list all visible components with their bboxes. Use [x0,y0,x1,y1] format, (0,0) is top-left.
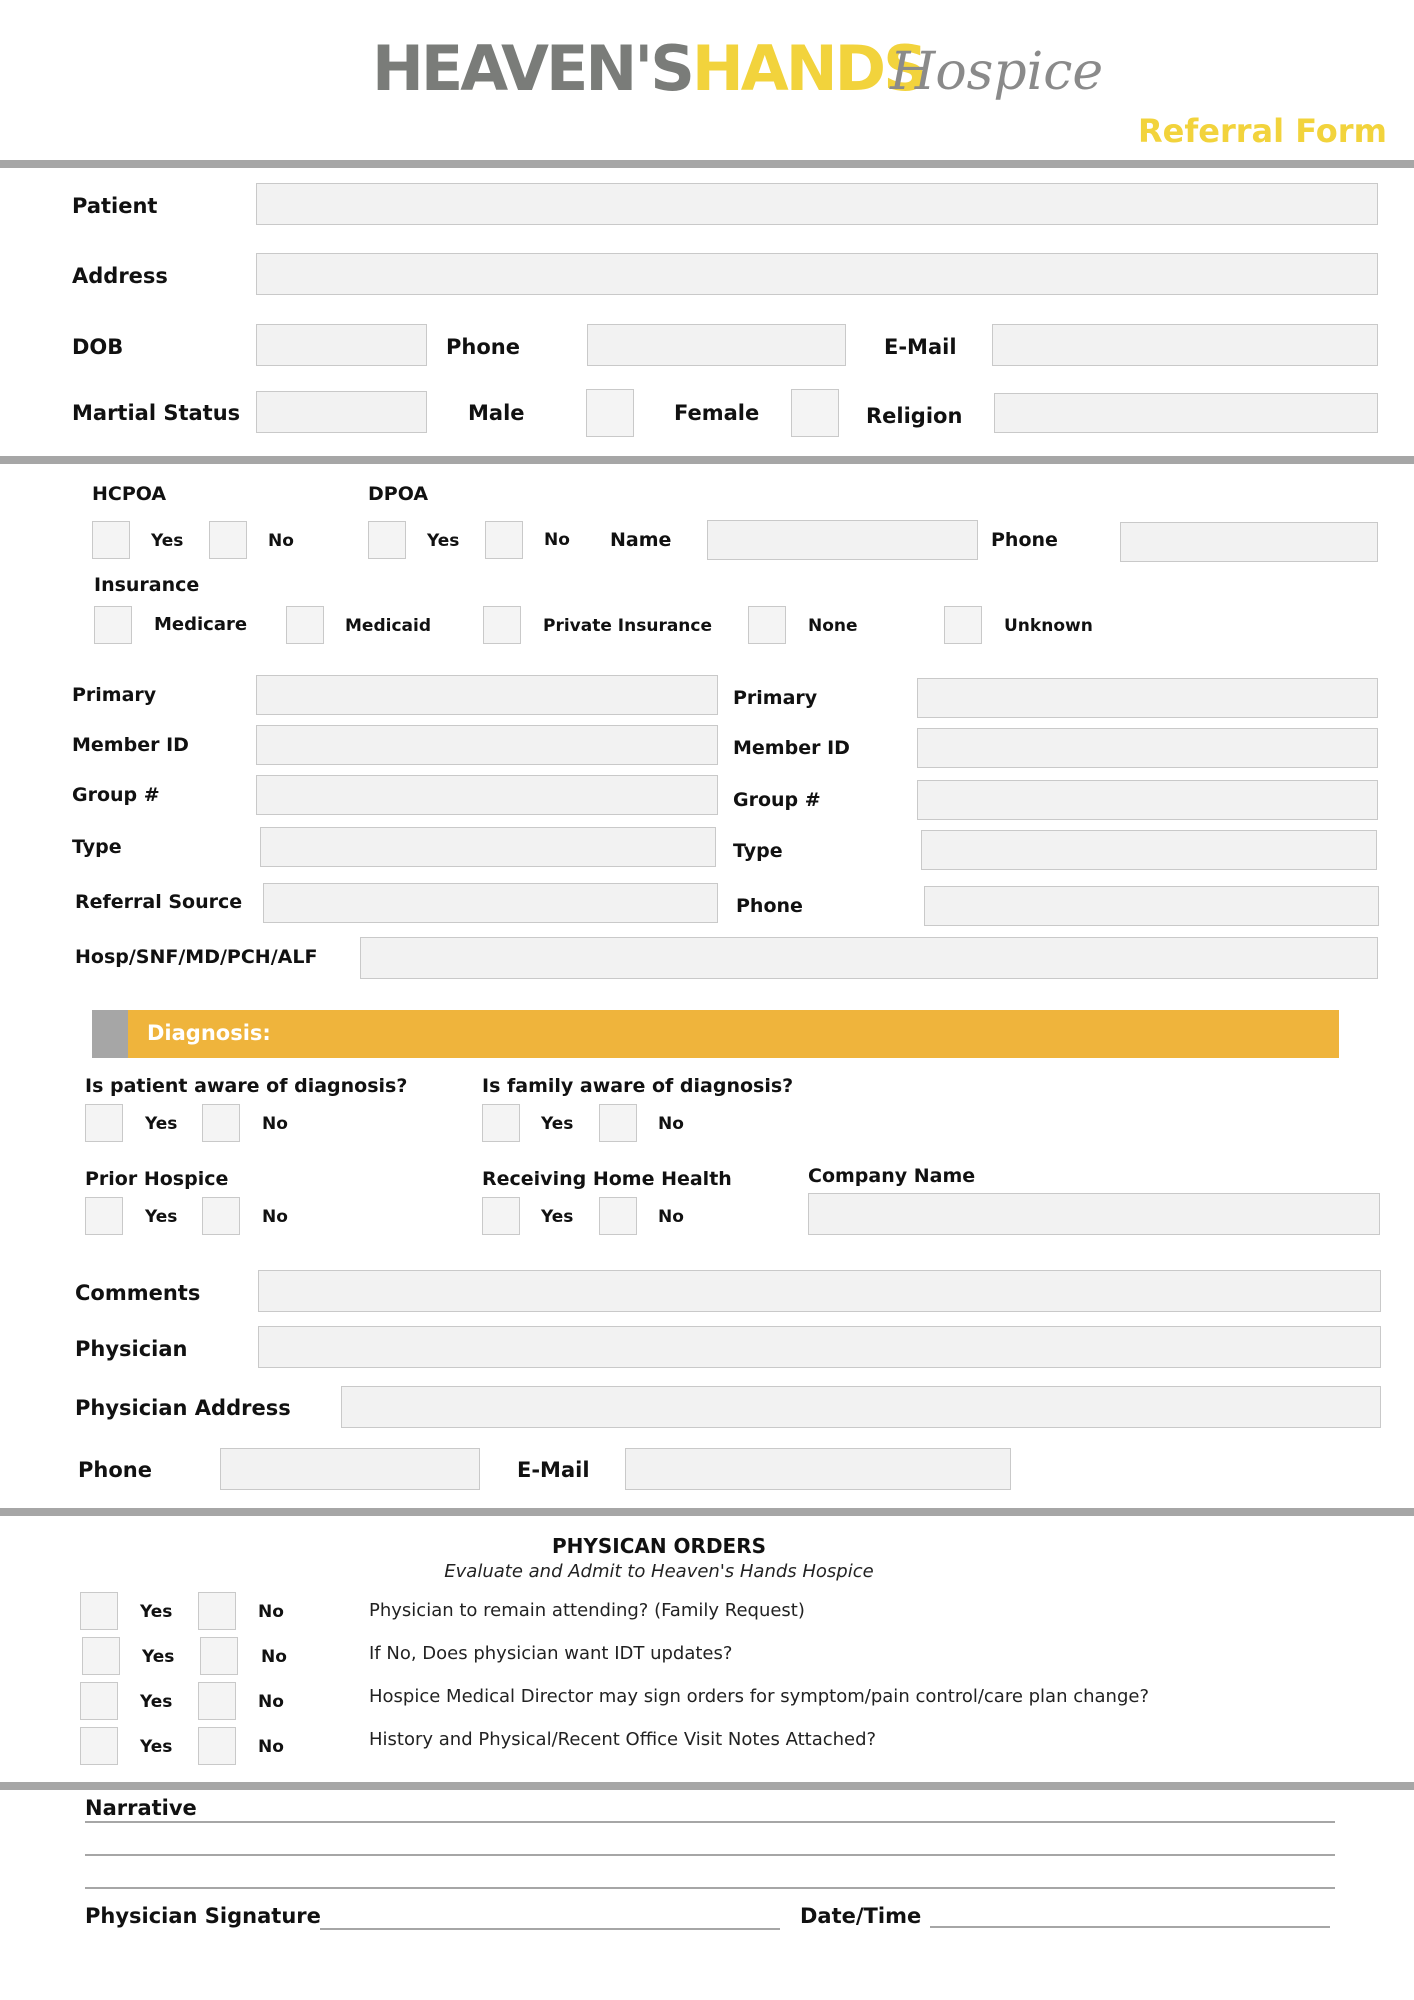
physician-input[interactable] [258,1326,1381,1368]
patient-input[interactable] [256,183,1378,225]
facility-input[interactable] [360,937,1378,979]
dpoa-no-label: No [544,530,570,550]
family-aware-yes-label: Yes [541,1114,574,1134]
type-label-2: Type [733,840,783,862]
order-3-question: Hospice Medical Director may sign orders for symptom/pain control/care plan change? [369,1686,1150,1707]
physician-address-input[interactable] [341,1386,1381,1428]
family-aware-yes-checkbox[interactable] [482,1104,520,1142]
home-health-label: Receiving Home Health [482,1168,732,1190]
hcpoa-no-label: No [268,531,294,551]
comments-input[interactable] [258,1270,1381,1312]
diagnosis-banner [92,1010,1339,1058]
orders-subtitle: Evaluate and Admit to Heaven's Hands Hospice [444,1561,874,1582]
medicare-checkbox[interactable] [94,606,132,644]
divider-patient [0,456,1414,464]
home-health-yes-checkbox[interactable] [482,1197,520,1235]
dob-label: DOB [72,335,124,359]
patient-aware-no-label: No [262,1114,288,1134]
company-name-label: Company Name [808,1165,976,1187]
email-input[interactable] [992,324,1378,366]
order-2-no-checkbox[interactable] [200,1637,238,1675]
group-input-2[interactable] [917,780,1378,820]
signature-label: Physician Signature [85,1904,321,1928]
private-insurance-label: Private Insurance [543,616,713,636]
narrative-label: Narrative [85,1796,197,1820]
poa-phone-input[interactable] [1120,522,1378,562]
primary-label-1: Primary [72,684,157,706]
primary-input-1[interactable] [256,675,718,715]
logo-script-hospice: Hospice [890,42,1104,102]
type-label-1: Type [72,836,122,858]
member-id-input-2[interactable] [917,728,1378,768]
physician-address-label: Physician Address [75,1396,291,1420]
order-4-yes-checkbox[interactable] [80,1727,118,1765]
facility-label: Hosp/SNF/MD/PCH/ALF [75,946,318,968]
prior-hospice-yes-checkbox[interactable] [85,1197,123,1235]
logo-hands: HANDS [691,32,925,105]
order-1-question: Physician to remain attending? (Family Request) [369,1600,805,1621]
none-checkbox[interactable] [748,606,786,644]
unknown-label: Unknown [1004,616,1093,636]
member-id-label-1: Member ID [72,734,189,756]
prior-hospice-yes-label: Yes [145,1207,178,1227]
poa-name-input[interactable] [707,520,978,560]
dpoa-yes-checkbox[interactable] [368,521,406,559]
diagnosis-title: Diagnosis: [147,1021,271,1045]
group-label-1: Group # [72,784,160,806]
family-aware-question: Is family aware of diagnosis? [482,1075,794,1097]
order-4-no-label: No [258,1737,284,1757]
order-2-yes-checkbox[interactable] [82,1637,120,1675]
none-label: None [808,616,858,636]
narrative-line-1[interactable] [85,1821,1335,1823]
comments-label: Comments [75,1281,201,1305]
physician-phone-input[interactable] [220,1448,480,1490]
order-2-question: If No, Does physician want IDT updates? [369,1643,733,1664]
dob-input[interactable] [256,324,427,366]
order-3-no-label: No [258,1692,284,1712]
divider-top [0,160,1414,168]
signature-line[interactable] [320,1928,780,1930]
divider-orders [0,1782,1414,1790]
primary-label-2: Primary [733,687,818,709]
physician-email-input[interactable] [625,1448,1011,1490]
order-1-yes-label: Yes [140,1602,173,1622]
religion-label: Religion [866,404,963,428]
home-health-yes-label: Yes [541,1207,574,1227]
private-insurance-checkbox[interactable] [483,606,521,644]
order-2-yes-label: Yes [142,1647,175,1667]
prior-hospice-no-label: No [262,1207,288,1227]
dpoa-label: DPOA [368,483,429,505]
marital-status-label: Martial Status [72,401,241,425]
order-1-no-checkbox[interactable] [198,1592,236,1630]
dpoa-yes-label: Yes [427,531,460,551]
unknown-checkbox[interactable] [944,606,982,644]
group-input-1[interactable] [256,775,718,815]
referral-source-input[interactable] [263,883,718,923]
home-health-no-checkbox[interactable] [599,1197,637,1235]
family-aware-no-checkbox[interactable] [599,1104,637,1142]
hcpoa-yes-checkbox[interactable] [92,521,130,559]
order-1-yes-checkbox[interactable] [80,1592,118,1630]
member-id-input-1[interactable] [256,725,718,765]
medicaid-label: Medicaid [345,616,431,636]
insurance-label: Insurance [94,574,200,596]
company-name-input[interactable] [808,1193,1380,1235]
home-health-no-label: No [658,1207,684,1227]
group-label-2: Group # [733,789,821,811]
medicare-label: Medicare [154,614,248,635]
datetime-line[interactable] [930,1926,1330,1928]
patient-aware-yes-checkbox[interactable] [85,1104,123,1142]
logo [372,32,925,112]
physician-email-label: E-Mail [517,1458,590,1482]
order-1-no-label: No [258,1602,284,1622]
female-label: Female [674,401,760,425]
family-aware-no-label: No [658,1114,684,1134]
member-id-label-2: Member ID [733,737,850,759]
address-label: Address [72,264,168,288]
divider-physician [0,1508,1414,1516]
female-checkbox[interactable] [791,389,839,437]
narrative-line-2[interactable] [85,1854,1335,1856]
type-input-2[interactable] [921,830,1377,870]
order-3-yes-label: Yes [140,1692,173,1712]
logo-heavens: HEAVEN'S [372,32,692,105]
physician-phone-label: Phone [78,1458,152,1482]
poa-name-label: Name [610,529,672,551]
patient-label: Patient [72,194,158,218]
form-title: Referral Form [1138,112,1387,150]
patient-aware-yes-label: Yes [145,1114,178,1134]
patient-aware-question: Is patient aware of diagnosis? [85,1075,408,1097]
order-3-no-checkbox[interactable] [198,1682,236,1720]
order-2-no-label: No [261,1647,287,1667]
marital-status-input[interactable] [256,391,427,433]
narrative-line-3[interactable] [85,1887,1335,1889]
address-input[interactable] [256,253,1378,295]
primary-input-2[interactable] [917,678,1378,718]
poa-phone-label: Phone [991,529,1058,551]
dpoa-no-checkbox[interactable] [485,521,523,559]
phone-input[interactable] [587,324,846,366]
male-checkbox[interactable] [586,389,634,437]
orders-title: PHYSICAN ORDERS [551,1534,767,1558]
prior-hospice-label: Prior Hospice [85,1168,229,1190]
phone-label: Phone [446,335,520,359]
referral-source-label: Referral Source [75,891,243,913]
order-3-yes-checkbox[interactable] [80,1682,118,1720]
prior-hospice-no-checkbox[interactable] [202,1197,240,1235]
datetime-label: Date/Time [800,1904,922,1928]
hcpoa-label: HCPOA [92,483,167,505]
order-4-question: History and Physical/Recent Office Visit Notes Attached? [369,1729,877,1750]
email-label: E-Mail [884,335,957,359]
physician-label: Physician [75,1337,188,1361]
referral-phone-label: Phone [736,895,803,917]
referral-phone-input[interactable] [924,886,1379,926]
order-4-no-checkbox[interactable] [198,1727,236,1765]
hcpoa-yes-label: Yes [151,531,184,551]
patient-aware-no-checkbox[interactable] [202,1104,240,1142]
order-4-yes-label: Yes [140,1737,173,1757]
diagnosis-banner-accent [92,1010,128,1058]
type-input-1[interactable] [260,827,716,867]
medicaid-checkbox[interactable] [286,606,324,644]
religion-input[interactable] [994,393,1378,433]
male-label: Male [468,401,525,425]
hcpoa-no-checkbox[interactable] [209,521,247,559]
